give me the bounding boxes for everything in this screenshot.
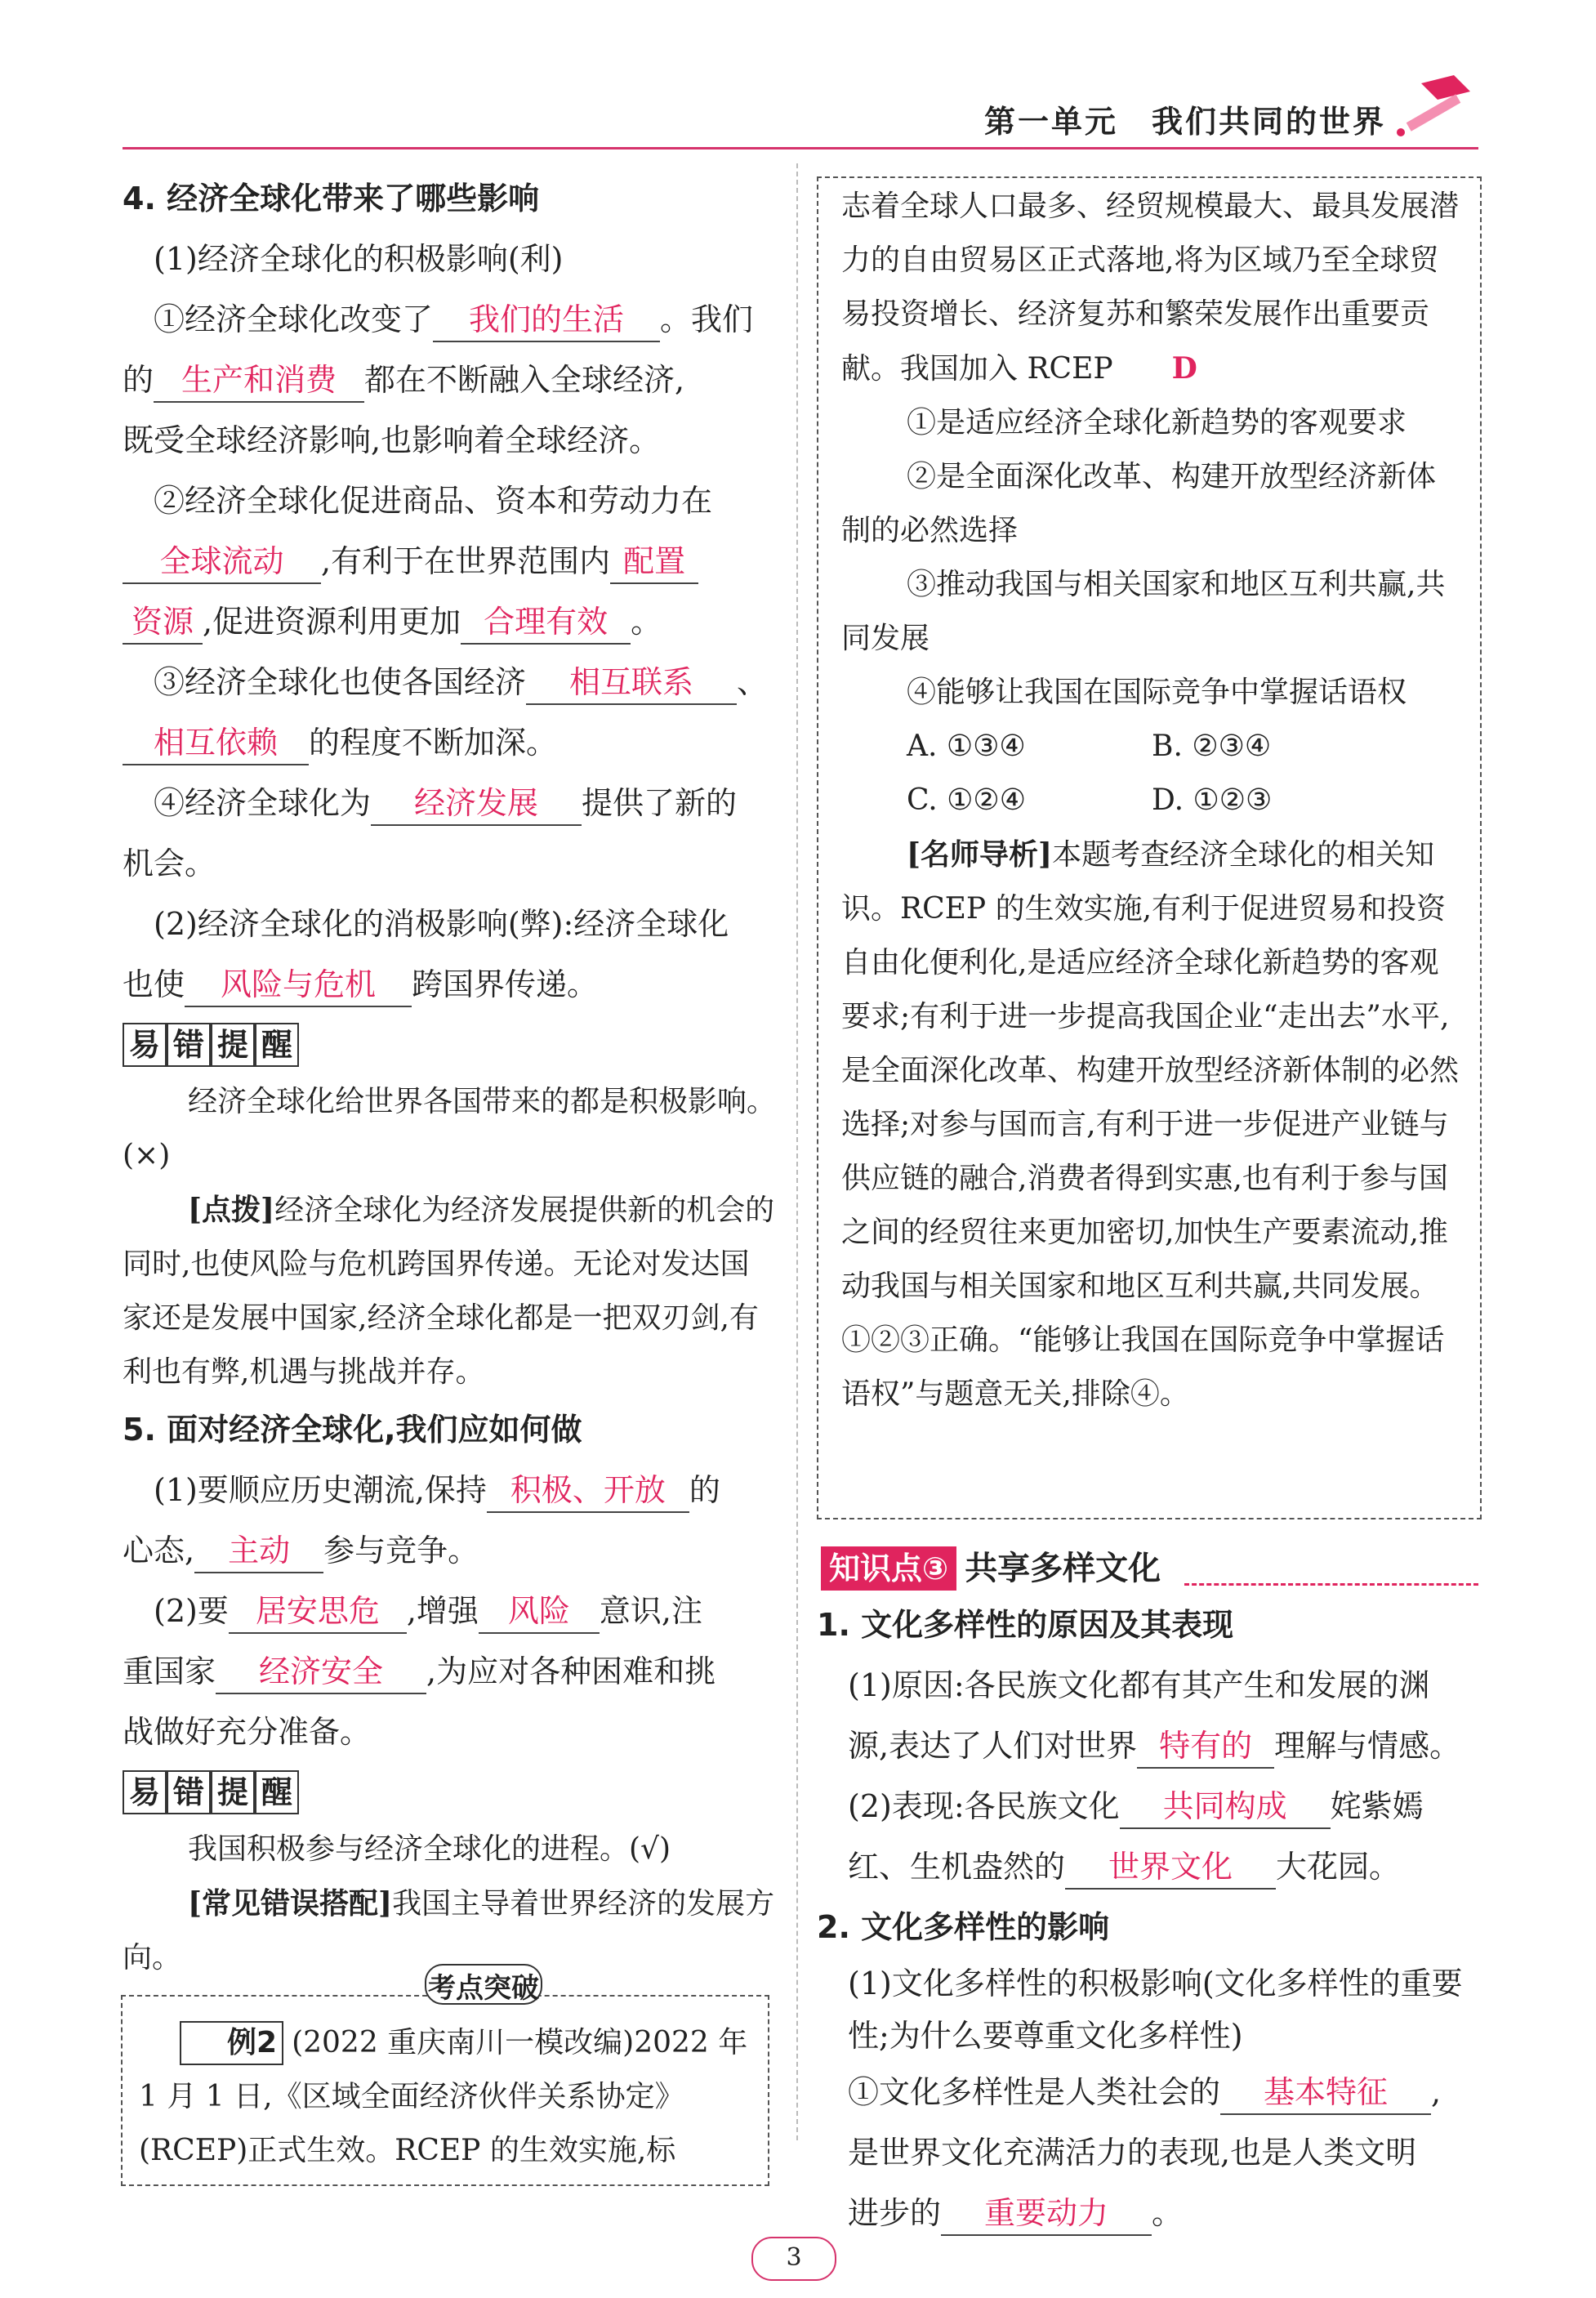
section-banner: 考点突破 [425, 1964, 542, 2005]
text: 经济全球化给世界各国带来的都是积极影响。(×) [123, 1085, 777, 1172]
text: ,促进资源利用更加 [203, 604, 461, 640]
unit-title: 第一单元 我们共同的世界 [984, 104, 1387, 140]
answer-blank: 基本特征 [1220, 2071, 1431, 2115]
example-box [121, 1995, 769, 2186]
text: 提供了新的 [582, 785, 738, 821]
text: 的 [123, 362, 154, 398]
answer-blank: 积极、开放 [487, 1469, 689, 1513]
choice-a: A. ①③④ [907, 730, 1026, 763]
text: ,有利于在世界范围内 [321, 543, 611, 579]
question-5: 5. 面对经济全球化,我们应如何做 [123, 1412, 582, 1448]
text: 志着全球人口最多、经贸规模最大、最具发展潜力的自由贸易区正式落地,将为区域乃至全球贸易投资增长、经济复苏和繁荣发展作出重要贡献。我国加入 RCEP [841, 190, 1460, 386]
text: (2)表现:各民族文化 [848, 1788, 1120, 1824]
text: ,增强 [406, 1593, 479, 1629]
choice-b: B. ②③④ [1152, 730, 1272, 763]
answer-blank: 共同构成 [1120, 1785, 1331, 1829]
example-label: 例2 [180, 2021, 283, 2065]
right-column-box [841, 180, 1462, 1421]
knowledge-point-header [821, 1542, 1161, 1591]
answer-blank: 我们的生活 [433, 298, 660, 342]
left-column [123, 168, 776, 1985]
answer-blank: 相互联系 [526, 661, 737, 705]
error-reminder-tag: 易 错 提 醒 [123, 1023, 299, 1067]
text: 姹紫嫣 [1330, 1788, 1424, 1824]
text: ,为应对各种困难和挑 [426, 1653, 716, 1689]
label: [点拨] [188, 1193, 275, 1227]
question-4: 4. 经济全球化带来了哪些影响 [123, 181, 540, 216]
text: ①文化多样性是人类社会的 [848, 2074, 1221, 2110]
text: 我国主导着世界经济的发展方向。 [123, 1887, 775, 1974]
text: (2)要 [154, 1593, 229, 1629]
answer-blank: 世界文化 [1065, 1845, 1276, 1890]
text: 心态, [123, 1533, 195, 1568]
text: (1)经济全球化的积极影响(利) [154, 241, 564, 277]
answer-blank: 风险 [479, 1590, 600, 1634]
answer-blank: 合理有效 [461, 600, 631, 645]
answer-blank: 特有的 [1137, 1725, 1274, 1769]
dashed-rule [1184, 1583, 1478, 1586]
text: 也使 [123, 966, 185, 1002]
text: 进步的 [848, 2195, 942, 2231]
text: 跨国界传递。 [412, 966, 599, 1002]
text: ④经济全球化为 [154, 785, 372, 821]
heading: 1. 文化多样性的原因及其表现 [817, 1607, 1234, 1643]
pencil-graduation-cap-icon [1389, 75, 1478, 145]
text: 既受全球经济影响,也影响着全球经济。 [123, 422, 661, 458]
column-divider [796, 163, 798, 2140]
text: 源,表达了人们对世界 [848, 1728, 1138, 1764]
text: 。我们 [660, 301, 754, 337]
text: 红、生机盎然的 [848, 1849, 1066, 1885]
text: 、 [737, 664, 769, 700]
header-rule [123, 147, 1478, 149]
answer-blank: 重要动力 [941, 2192, 1152, 2236]
knowledge-badge: 知识点③ [821, 1546, 956, 1591]
text: 我国积极参与经济全球化的进程。(√) [188, 1832, 671, 1866]
text: (1)文化多样性的积极影响(文化多样性的重要性;为什么要尊重文化多样性) [848, 1966, 1463, 2054]
answer-blank: 风险与危机 [185, 963, 412, 1007]
answer-blank: 主动 [194, 1529, 323, 1573]
label: [名师导析] [907, 837, 1053, 872]
text: 是世界文化充满活力的表现,也是人类文明 [848, 2135, 1417, 2171]
answer-blank: 配置 [610, 540, 698, 584]
answer: D [1171, 351, 1197, 386]
answer-blank: 经济安全 [216, 1650, 426, 1694]
answer-blank: 全球流动 [123, 540, 321, 584]
label: [常见错误搭配] [188, 1886, 393, 1921]
choice-c: C. ①②④ [907, 783, 1026, 817]
text: 参与竞争。 [323, 1533, 479, 1568]
answer-blank: 相互依赖 [123, 721, 309, 765]
text: 大花园。 [1276, 1849, 1401, 1885]
text: (2)经济全球化的消极影响(弊):经济全球化 [154, 906, 729, 942]
text: 意识,注 [599, 1593, 703, 1629]
text: ①经济全球化改变了 [154, 301, 434, 337]
text: 本题考查经济全球化的相关知识。RCEP 的生效实施,有利于促进贸易和投资自由化便利化,是适应经济全球化新趋势的客观要求;有利于进一步提高我国企业“走出去”水平,是全面深化改革、构建开放型经济新体制的必然选择;对参与国而言,有利于进一步促进产业链与供应链的融合,消费者得到实惠,也有利于参与国之间的经贸往来更加密切,加快生产要素流动,推动我国与相关国家和地区互利共赢,共同发展。①②③正确。“能够让我国在国际竞争中掌握话语权”与题意无关,排除④。 [841, 838, 1460, 1411]
option: ④能够让我国在国际竞争中掌握话语权 [907, 676, 1407, 709]
text: 。 [1152, 2195, 1184, 2231]
text: ②经济全球化促进商品、资本和劳动力在 [154, 483, 713, 519]
text: 的程度不断加深。 [309, 725, 558, 761]
text: 经济全球化为经济发展提供新的机会的同时,也使风险与危机跨国界传递。无论对发达国家还是发展中国家,经济全球化都是一把双刃剑,有利也有弊,机遇与挑战并存。 [123, 1194, 775, 1389]
text: 战做好充分准备。 [123, 1714, 372, 1750]
text: 都在不断融入全球经济, [364, 362, 685, 398]
text: ③经济全球化也使各国经济 [154, 664, 527, 700]
heading: 2. 文化多样性的影响 [817, 1909, 1110, 1945]
right-column [817, 1595, 1482, 2243]
answer-blank: 经济发展 [371, 782, 582, 826]
error-reminder-tag: 易 错 提 醒 [123, 1770, 299, 1814]
text: 机会。 [123, 846, 216, 881]
answer-blank: 生产和消费 [154, 359, 364, 403]
text: 重国家 [123, 1653, 216, 1689]
knowledge-title: 共享多样文化 [965, 1550, 1161, 1587]
text: (2022 重庆南川一模改编)2022 年 1 月 1 日,《区域全面经济伙伴关系协定》(RCEP)正式生效。RCEP 的生效实施,标 [139, 2026, 748, 2167]
text: , [1431, 2074, 1442, 2110]
option: ③推动我国与相关国家和地区互利共赢,共同发展 [841, 568, 1446, 655]
page-number: 3 [751, 2237, 836, 2281]
answer-blank: 居安思危 [229, 1590, 407, 1634]
option: ①是适应经济全球化新趋势的客观要求 [907, 406, 1407, 440]
option: ②是全面深化改革、构建开放型经济新体制的必然选择 [841, 460, 1437, 547]
choice-d: D. ①②③ [1152, 783, 1273, 817]
text: 。 [631, 604, 662, 640]
text: (1)要顺应历史潮流,保持 [154, 1472, 487, 1508]
answer-blank: 资源 [123, 600, 203, 645]
text: 的 [689, 1472, 720, 1508]
text: 理解与情感。 [1274, 1728, 1461, 1764]
text: (1)原因:各民族文化都有其产生和发展的渊 [848, 1667, 1430, 1703]
